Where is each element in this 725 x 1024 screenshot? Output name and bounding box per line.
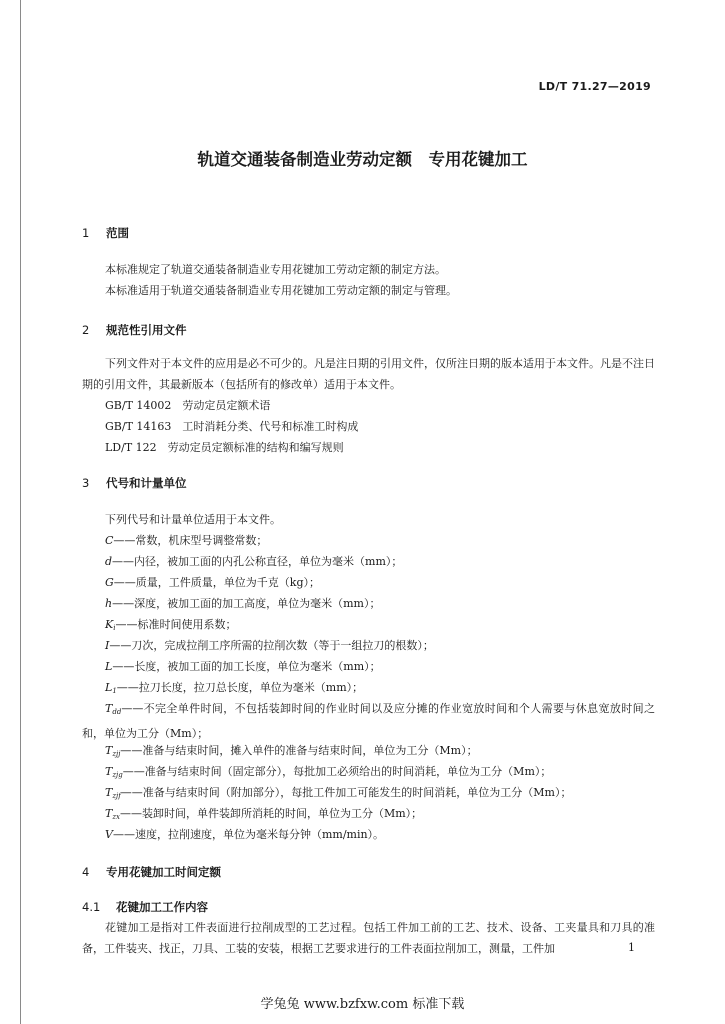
reference-item: GB/T 14163 工时消耗分类、代号和标准工时构成 — [105, 420, 359, 433]
symbol-definition — [105, 530, 655, 551]
standard-code: LD/T 71.27—2019 — [538, 80, 651, 93]
symbol-definition — [82, 698, 655, 744]
section-number: 3 — [82, 476, 90, 490]
symbol: T — [105, 807, 113, 820]
definition-text: ——速度，拉削速度，单位为毫米每分钟（mm/min）。 — [112, 828, 385, 841]
paragraph: 下列代号和计量单位适用于本文件。 — [105, 513, 281, 526]
symbol-subscript: zjf — [112, 792, 121, 800]
symbol: d — [105, 555, 113, 568]
section-title: 花键加工工作内容 — [116, 900, 208, 914]
definition-text: ——刀次，完成拉削工序所需的拉削次数（等于一组拉刀的根数）； — [109, 639, 434, 652]
symbol: C — [105, 534, 114, 547]
paragraph: 下列文件对于本文件的应用是必不可少的。凡是注日期的引用文件，仅所注日期的版本适用于本文件。凡是不注日期的引用文件，其最新版本（包括所有的修改单）适用于本文件。 — [82, 357, 655, 391]
section-number: 4 — [82, 865, 90, 879]
section-title: 代号和计量单位 — [106, 476, 187, 490]
symbol: K — [105, 618, 114, 631]
paragraph: 本标准规定了轨道交通装备制造业专用花键加工劳动定额的制定方法。 — [105, 263, 446, 276]
symbol-definition — [105, 635, 655, 656]
symbol: V — [105, 828, 113, 841]
symbol: T — [105, 765, 113, 778]
symbol: h — [105, 597, 113, 610]
definition-text: ——常数，机床型号调整常数； — [113, 534, 268, 547]
symbol-subscript: dd — [112, 708, 122, 716]
symbol-definition — [105, 572, 655, 593]
definition-text: ——质量，工件质量，单位为千克（kg）； — [113, 576, 321, 589]
document-title: 轨道交通装备制造业劳动定额 专用花键加工 — [197, 150, 528, 169]
reference-item: LD/T 122 劳动定员定额标准的结构和编写规则 — [105, 441, 344, 454]
symbol-subscript: i — [113, 624, 116, 632]
definition-text: ——标准时间使用系数； — [115, 618, 237, 631]
symbol: T — [105, 744, 113, 757]
page-number: 1 — [628, 941, 635, 954]
definition-text: ——长度，被加工面的加工长度，单位为毫米（mm）； — [112, 660, 381, 673]
symbol-definition — [105, 593, 655, 614]
section-title: 范围 — [106, 226, 129, 240]
section-title: 规范性引用文件 — [106, 323, 187, 337]
symbol-subscript: zx — [112, 813, 120, 821]
symbol: L — [105, 681, 113, 694]
definition-text: ——准备与结束时间，摊入单件的准备与结束时间，单位为工分（Mm）； — [120, 744, 478, 757]
symbol: T — [105, 786, 113, 799]
definition-text: ——不完全单件时间，不包括装卸时间的作业时间以及应分摊的作业宽放时间和个人需要与休息宽放时间之和，单位为工分（Mm）； — [82, 702, 655, 740]
symbol-definition — [105, 656, 655, 677]
definition-text: ——拉刀长度，拉刀总长度，单位为毫米（mm）； — [116, 681, 364, 694]
section-number: 1 — [82, 226, 90, 240]
symbol: I — [105, 639, 110, 652]
symbol: G — [105, 576, 114, 589]
definition-text: ——准备与结束时间（附加部分），每批工件加工可能发生的时间消耗，单位为工分（Mm）； — [120, 786, 572, 799]
section-3-heading — [82, 475, 187, 491]
section-number: 2 — [82, 323, 90, 337]
definition-text: ——深度，被加工面的加工高度，单位为毫米（mm）； — [112, 597, 381, 610]
paragraph: 花键加工是指对工件表面进行拉削成型的工艺过程。包括工件加工前的工艺、技术、设备、工夹量具和刀具的准备，工件装夹、找正，刀具、工装的安装，根据工艺要求进行的工件表面拉削加工，测量，工件加 — [82, 921, 655, 955]
paragraph: 本标准适用于轨道交通装备制造业专用花键加工劳动定额的制定与管理。 — [105, 284, 457, 297]
symbol: L — [105, 660, 113, 673]
reference-item: GB/T 14002 劳动定员定额术语 — [105, 399, 271, 412]
symbol-subscript: zjj — [112, 750, 121, 758]
section-title: 专用花键加工时间定额 — [106, 865, 221, 879]
section-2-heading — [82, 322, 187, 338]
definition-text: ——准备与结束时间（固定部分），每批加工必须给出的时间消耗，单位为工分（Mm）； — [122, 765, 552, 778]
definition-text: ——装卸时间，单件装卸所消耗的时间，单位为工分（Mm）； — [119, 807, 423, 820]
symbol-subscript: 1 — [112, 687, 117, 695]
symbol-definition — [105, 551, 655, 572]
section-4-1-heading — [82, 899, 208, 915]
definition-text: ——内径，被加工面的内孔公称直径，单位为毫米（mm）； — [112, 555, 403, 568]
section-4-heading — [82, 864, 221, 880]
symbol-subscript: zjg — [112, 771, 123, 779]
symbol: T — [105, 702, 113, 715]
symbol-definition — [105, 824, 655, 845]
section-1-heading — [82, 225, 129, 241]
section-number: 4.1 — [82, 900, 101, 914]
footer-watermark: 学兔兔 www.bzfxw.com 标准下载 — [260, 997, 465, 1012]
